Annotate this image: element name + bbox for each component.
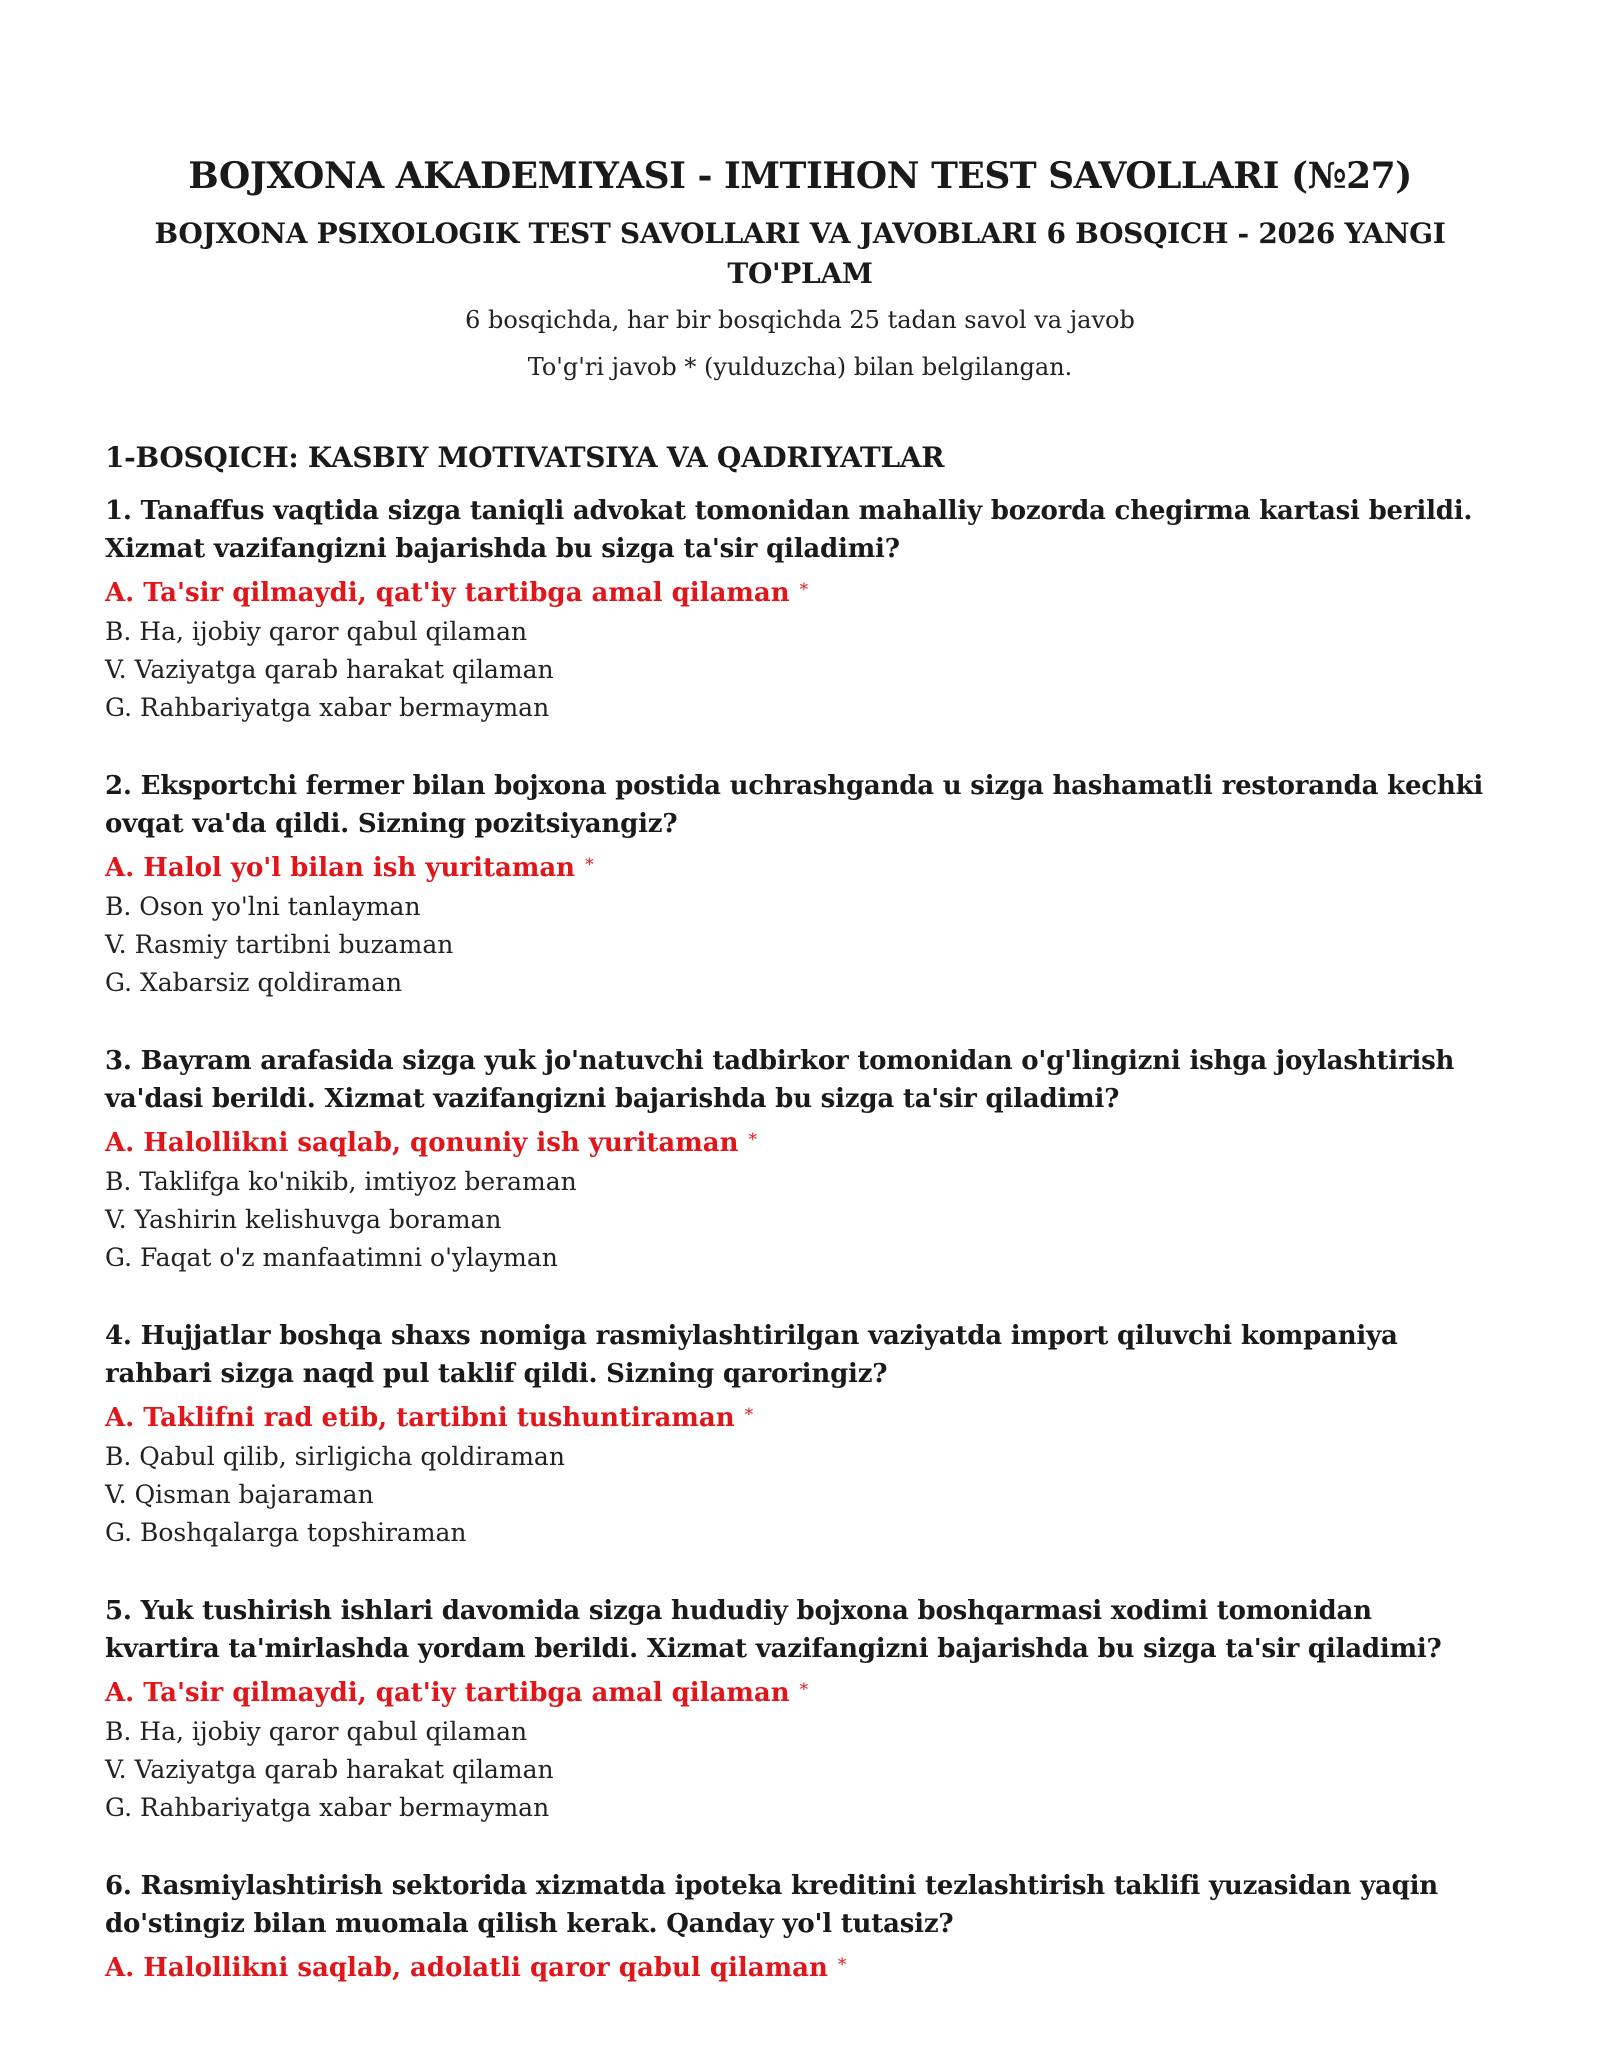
answer-option: V. Rasmiy tartibni buzaman bbox=[105, 930, 454, 959]
answer-text: A. Halollikni saqlab, qonuniy ish yuritaman bbox=[105, 1128, 739, 1158]
document-subtitle: BOJXONA PSIXOLOGIK TEST SAVOLLARI VA JAVOBLARI 6 BOSQICH - 2026 YANGI TO'PLAM bbox=[154, 217, 1446, 290]
question-block bbox=[105, 1592, 1495, 1827]
document-title: BOJXONA AKADEMIYASI - IMTIHON TEST SAVOLLARI (№27) bbox=[188, 155, 1412, 197]
answer-option-correct bbox=[105, 1120, 1495, 1163]
answer-option-correct bbox=[105, 1395, 1495, 1438]
answer-option: V. Yashirin kelishuvga boraman bbox=[105, 1205, 502, 1234]
answer-option: B. Qabul qilib, sirligicha qoldiraman bbox=[105, 1442, 565, 1471]
answer-option: B. Taklifga ko'nikib, imtiyoz beraman bbox=[105, 1167, 577, 1196]
intro-line-2: To'g'ri javob * (yulduzcha) bilan belgilangan. bbox=[527, 353, 1073, 381]
question-block bbox=[105, 767, 1495, 1002]
answer-option: G. Rahbariyatga xabar bermayman bbox=[105, 693, 550, 722]
answer-option: V. Qisman bajaraman bbox=[105, 1480, 374, 1509]
answer-option: V. Vaziyatga qarab harakat qilaman bbox=[105, 655, 554, 684]
answer-option: V. Vaziyatga qarab harakat qilaman bbox=[105, 1755, 554, 1784]
answer-option-correct bbox=[105, 845, 1495, 888]
answer-option: B. Oson yo'lni tanlayman bbox=[105, 892, 421, 921]
correct-mark: * bbox=[799, 580, 809, 600]
answer-text: A. Halol yo'l bilan ish yuritaman bbox=[105, 853, 576, 883]
answer-option: B. Ha, ijobiy qaror qabul qilaman bbox=[105, 617, 528, 646]
answer-option-correct bbox=[105, 1670, 1495, 1713]
answer-options bbox=[105, 1945, 1495, 1988]
answer-options bbox=[105, 1120, 1495, 1277]
correct-mark: * bbox=[585, 855, 594, 875]
question-text: 1. Tanaffus vaqtida sizga taniqli advokat tomonidan mahalliy bozorda chegirma kartasi berildi. Xizmat vazifangizni bajarishda bu sizga ta'sir qiladimi? bbox=[105, 496, 1473, 564]
answer-option: G. Xabarsiz qoldiraman bbox=[105, 968, 403, 997]
question-block bbox=[105, 492, 1495, 727]
correct-mark: * bbox=[744, 1405, 754, 1425]
correct-mark: * bbox=[748, 1130, 757, 1150]
question-block bbox=[105, 1317, 1495, 1552]
answer-option-correct bbox=[105, 570, 1495, 613]
intro-line-1: 6 bosqichda, har bir bosqichda 25 tadan savol va javob bbox=[465, 306, 1135, 334]
answer-option: G. Rahbariyatga xabar bermayman bbox=[105, 1793, 550, 1822]
question-block bbox=[105, 1042, 1495, 1277]
answer-text: A. Ta'sir qilmaydi, qat'iy tartibga amal qilaman bbox=[105, 1678, 790, 1708]
answer-options bbox=[105, 1670, 1495, 1827]
answer-text: A. Halollikni saqlab, adolatli qaror qabul qilaman bbox=[105, 1953, 828, 1983]
question-block bbox=[105, 1867, 1495, 1988]
answer-options bbox=[105, 845, 1495, 1002]
question-text: 3. Bayram arafasida sizga yuk jo'natuvchi tadbirkor tomonidan o'g'lingizni ishga joylashtirish va'dasi berildi. Xizmat vazifangizni bajarishda bu sizga ta'sir qiladimi? bbox=[105, 1046, 1455, 1114]
question-text: 6. Rasmiylashtirish sektorida xizmatda ipoteka kreditini tezlashtirish taklifi yuzasidan yaqin do'stingiz bilan muomala qilish kerak. Qanday yo'l tutasiz? bbox=[105, 1871, 1438, 1939]
answer-option: B. Ha, ijobiy qaror qabul qilaman bbox=[105, 1717, 528, 1746]
answer-options bbox=[105, 570, 1495, 727]
question-text: 5. Yuk tushirish ishlari davomida sizga hududiy bojxona boshqarmasi xodimi tomonidan kvartira ta'mirlashda yordam berildi. Xizmat vazifangizni bajarishda bu sizga ta'sir qiladimi? bbox=[105, 1596, 1442, 1664]
answer-option: G. Faqat o'z manfaatimni o'ylayman bbox=[105, 1243, 558, 1272]
answer-options bbox=[105, 1395, 1495, 1552]
answer-option: G. Boshqalarga topshiraman bbox=[105, 1518, 467, 1547]
question-text: 2. Eksportchi fermer bilan bojxona postida uchrashganda u sizga hashamatli restoranda kechki ovqat va'da qildi. Sizning pozitsiyangiz? bbox=[105, 771, 1484, 839]
correct-mark: * bbox=[837, 1955, 847, 1975]
correct-mark: * bbox=[799, 1680, 809, 1700]
answer-text: A. Ta'sir qilmaydi, qat'iy tartibga amal qilaman bbox=[105, 578, 790, 608]
stage-heading: 1-BOSQICH: KASBIY MOTIVATSIYA VA QADRIYATLAR bbox=[105, 441, 945, 474]
answer-text: A. Taklifni rad etib, tartibni tushuntiraman bbox=[105, 1403, 735, 1433]
question-text: 4. Hujjatlar boshqa shaxs nomiga rasmiylashtirilgan vaziyatda import qiluvchi kompaniya rahbari sizga naqd pul taklif qildi. Sizning qaroringiz? bbox=[105, 1321, 1398, 1389]
answer-option-correct bbox=[105, 1945, 1495, 1988]
